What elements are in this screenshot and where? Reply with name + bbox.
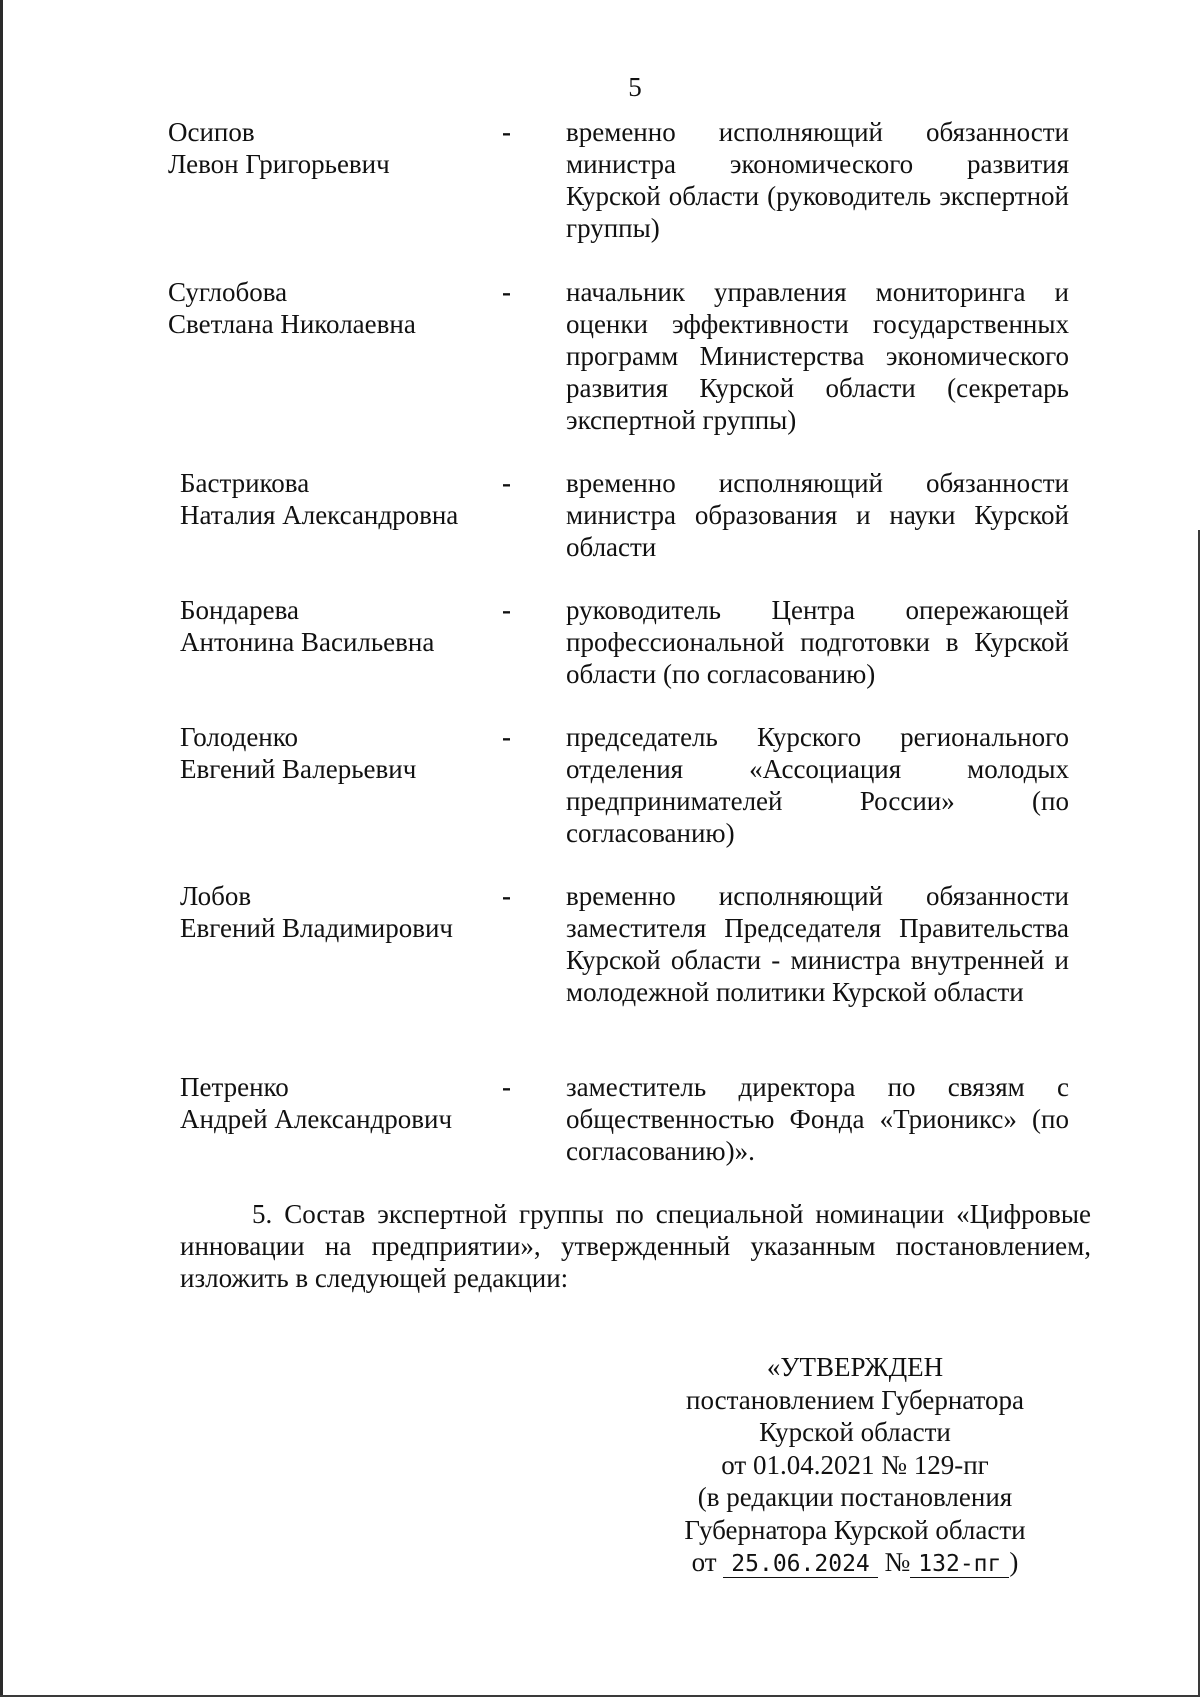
approval-line: от 01.04.2021 № 129-пг (721, 1449, 989, 1480)
member-name (168, 276, 488, 340)
number-prefix: № (884, 1547, 911, 1577)
scan-edge-left (0, 0, 3, 1697)
date-prefix: от (691, 1547, 717, 1577)
member-role: руководитель Центра опережающей профессиональной подготовки в Курской области (по согласованию) (566, 595, 1069, 689)
member-dash: - (502, 277, 511, 307)
member-given-names: Евгений Валерьевич (180, 754, 417, 784)
member-surname: Осипов (168, 117, 255, 147)
member-name (168, 116, 488, 180)
member-name (180, 594, 500, 658)
member-surname: Суглобова (168, 277, 288, 307)
member-given-names: Левон Григорьевич (168, 149, 390, 179)
page-number: 5 (628, 72, 642, 102)
member-role: начальник управления мониторинга и оценки эффективности государственных программ Министерства экономического развития Курской области (секретарь экспертной группы) (566, 277, 1069, 435)
approval-stamp-block (630, 1351, 1080, 1579)
member-name (180, 467, 500, 531)
paragraph-item-5: 5. Состав экспертной группы по специальной номинации «Цифровые инновации на предприятии», утвержденный указанным постановлением, изложить в следующей редакции: (180, 1199, 1091, 1293)
member-dash: - (502, 1072, 511, 1102)
member-dash: - (502, 117, 511, 147)
member-surname: Бастрикова (180, 468, 310, 498)
approval-line: постановлением Губернатора (686, 1384, 1024, 1415)
closing-parenthesis: ) (1009, 1547, 1019, 1577)
resolution-number: 132-пг (910, 1551, 1009, 1578)
approval-heading: «УТВЕРЖДЕН (766, 1352, 944, 1382)
member-role: временно исполняющий обязанности заместителя Председателя Правительства Курской области - министра внутренней и молодежной политики Курской области (566, 881, 1069, 1007)
member-surname: Петренко (180, 1072, 289, 1102)
member-surname: Лобов (180, 881, 252, 911)
member-dash: - (502, 595, 511, 625)
member-role: заместитель директора по связям с общественностью Фонда «Трионикс» (по согласованию)». (566, 1072, 1069, 1166)
member-given-names: Светлана Николаевна (168, 309, 416, 339)
resolution-date: 25.06.2024 (723, 1551, 877, 1578)
member-name (180, 880, 500, 944)
member-dash: - (502, 881, 511, 911)
member-given-names: Евгений Владимирович (180, 913, 454, 943)
approval-line: (в редакции постановления (697, 1482, 1013, 1512)
member-given-names: Наталия Александровна (180, 500, 459, 530)
member-name (180, 721, 500, 785)
member-name (180, 1071, 500, 1135)
member-given-names: Андрей Александрович (180, 1104, 453, 1134)
member-given-names: Антонина Васильевна (180, 627, 435, 657)
member-dash: - (502, 468, 511, 498)
member-dash: - (502, 722, 511, 752)
member-role: временно исполняющий обязанности министра экономического развития Курской области (руководитель экспертной группы) (566, 117, 1069, 243)
approval-line: Губернатора Курской области (684, 1514, 1026, 1545)
approval-date-line (630, 1546, 1080, 1579)
member-surname: Голоденко (180, 722, 298, 752)
member-role: председатель Курского регионального отделения «Ассоциация молодых предпринимателей России» (по согласованию) (566, 722, 1069, 848)
approval-line: Курской области (759, 1417, 951, 1447)
member-surname: Бондарева (180, 595, 300, 625)
member-role: временно исполняющий обязанности министра образования и науки Курской области (566, 468, 1069, 562)
